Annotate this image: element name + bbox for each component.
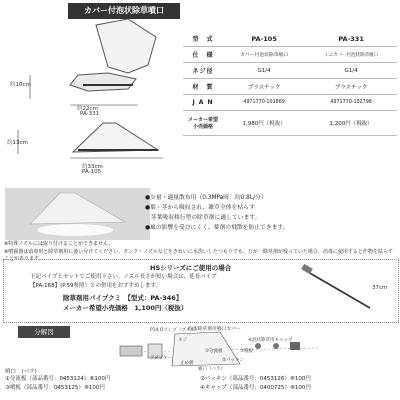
part-price: ⑧100円 [83,385,105,391]
label-screw: ネジ [178,338,187,343]
table-row [5,375,395,384]
hs-pipe-name: 除草剤用パイプクミ 【型式：PA-346】 [63,294,183,302]
table-row [183,63,397,79]
label-oring: P14 Oリング（ブチル） [150,328,200,333]
part-code: （部品番号：0400725） [226,385,290,391]
hs-pipe-info [63,293,187,313]
feature-item: 茎葉吸収移行型の除草剤に適しています。 [145,215,261,221]
spec-cell: 4971770-102798 [305,95,397,111]
part-code: （部品番号：0453124） [26,376,90,382]
part-price: ⑧100円 [289,385,311,391]
spec-label: 材 質 [183,79,223,95]
spec-cell: 4971770-101869 [223,95,305,111]
label-washer: ①分流板 [205,349,223,354]
part-name: ④キャップ [200,385,227,391]
spec-cell: 1,200円（税抜） [305,111,397,136]
page-title: カバー付泡状除草噴口 [68,3,180,19]
spec-cell: G1/4 [305,63,397,79]
spec-cell: プラスチック [223,79,305,95]
spec-label: ネジ径 [183,63,223,79]
feature-item: ●少量・適量散布用（0.3MPa時：約0.8L/分） [145,195,267,201]
spec-label: メーカー希望 小売価格 [183,111,223,136]
spec-cell: ミニカバー付泡状除草噴口 [305,47,397,63]
nozzle-small-figure [8,15,178,115]
spec-cell: G1/4 [223,63,305,79]
table-row [183,31,397,47]
note-item: ※特殊ノズルには取り付けることができません。 [4,241,114,247]
spec-cell: 1,980円（税抜） [223,111,305,136]
spec-header-a: PA-105 [223,31,305,47]
large-model-label: PA-105 [82,169,102,175]
part-price: ⑧100円 [289,376,311,382]
part-price: ⑧100円 [89,376,111,382]
table-row [183,79,397,95]
table-row [183,95,397,111]
table-row [183,47,397,63]
label-plate: ③噴板 [240,349,254,354]
spec-label: 仕 様 [183,47,223,63]
small-height-label: 約10cm [10,82,31,88]
spec-label: J A N [183,95,223,111]
spec-header-label: 型 式 [183,31,223,47]
table-row [183,111,397,136]
note-item: ※噴霧器は消毒用と除草剤用に使い分けてください。タンク・ノズルなどをきれいに水洗いしたつもりでも、万が一除草剤が残っていた場合、消毒に使用すると作物を枯らすことがあります。 [4,248,393,262]
part-name: ③噴板 [5,385,21,391]
spray-photo [5,188,150,240]
spec-table [183,31,397,136]
table-row [5,384,395,393]
label-gasket: ②パッキン [222,358,244,363]
label-cap: ④泡状除草用キャップ [248,338,293,343]
hs-line: 【PA-168】(P.59参照）との併用をおすすめします。 [30,283,162,289]
large-width-label: 約33cm [82,164,103,170]
parts-list [5,375,395,393]
feature-item: ●風の影響を受けにくく、薬剤の飛散を防止できます。 [145,225,289,231]
part-code: （部品番号：0453125） [20,385,84,391]
parts-note: 噴口 (バラ) [5,369,37,375]
large-height-label: 約13cm [7,140,28,146]
exploded-view-title: 分解図 [18,326,70,338]
label-stopper: 止め板 [180,361,194,366]
feature-list [145,193,397,233]
small-model-label: PA-331 [80,111,100,117]
nozzle-large-figure [8,118,178,188]
hs-line: 下記パイプとセットでご使用下さい。ノズル長さが短い場合は、延長パイプ [30,274,217,280]
spec-header-b: PA-331 [305,31,397,47]
small-width-label: 約22cm [77,106,98,112]
label-adapter: アダプター [150,356,172,361]
hs-title: HSシリーズにご使用の場合 [150,264,232,272]
label-nozzle: 噴口（バラ） [198,367,225,372]
hs-description [30,273,216,291]
spec-cell: カバー付泡状除草噴口 [223,47,305,63]
pipe-length-label: 37cm [372,285,388,291]
feature-item: ●葉・茎から吸収され、雑草全体を枯らす [145,205,255,211]
hs-pipe-price: メーカー希望小売価格 1,100円（税抜） [63,304,188,312]
spec-cell: プラスチック [305,79,397,95]
label-cover: 泡状除草剤用噴口カバー [188,327,241,332]
part-name: ①分流板 [5,376,27,382]
part-name: ②パッキン [200,376,227,382]
part-code: （部品番号：0453126） [226,376,290,382]
